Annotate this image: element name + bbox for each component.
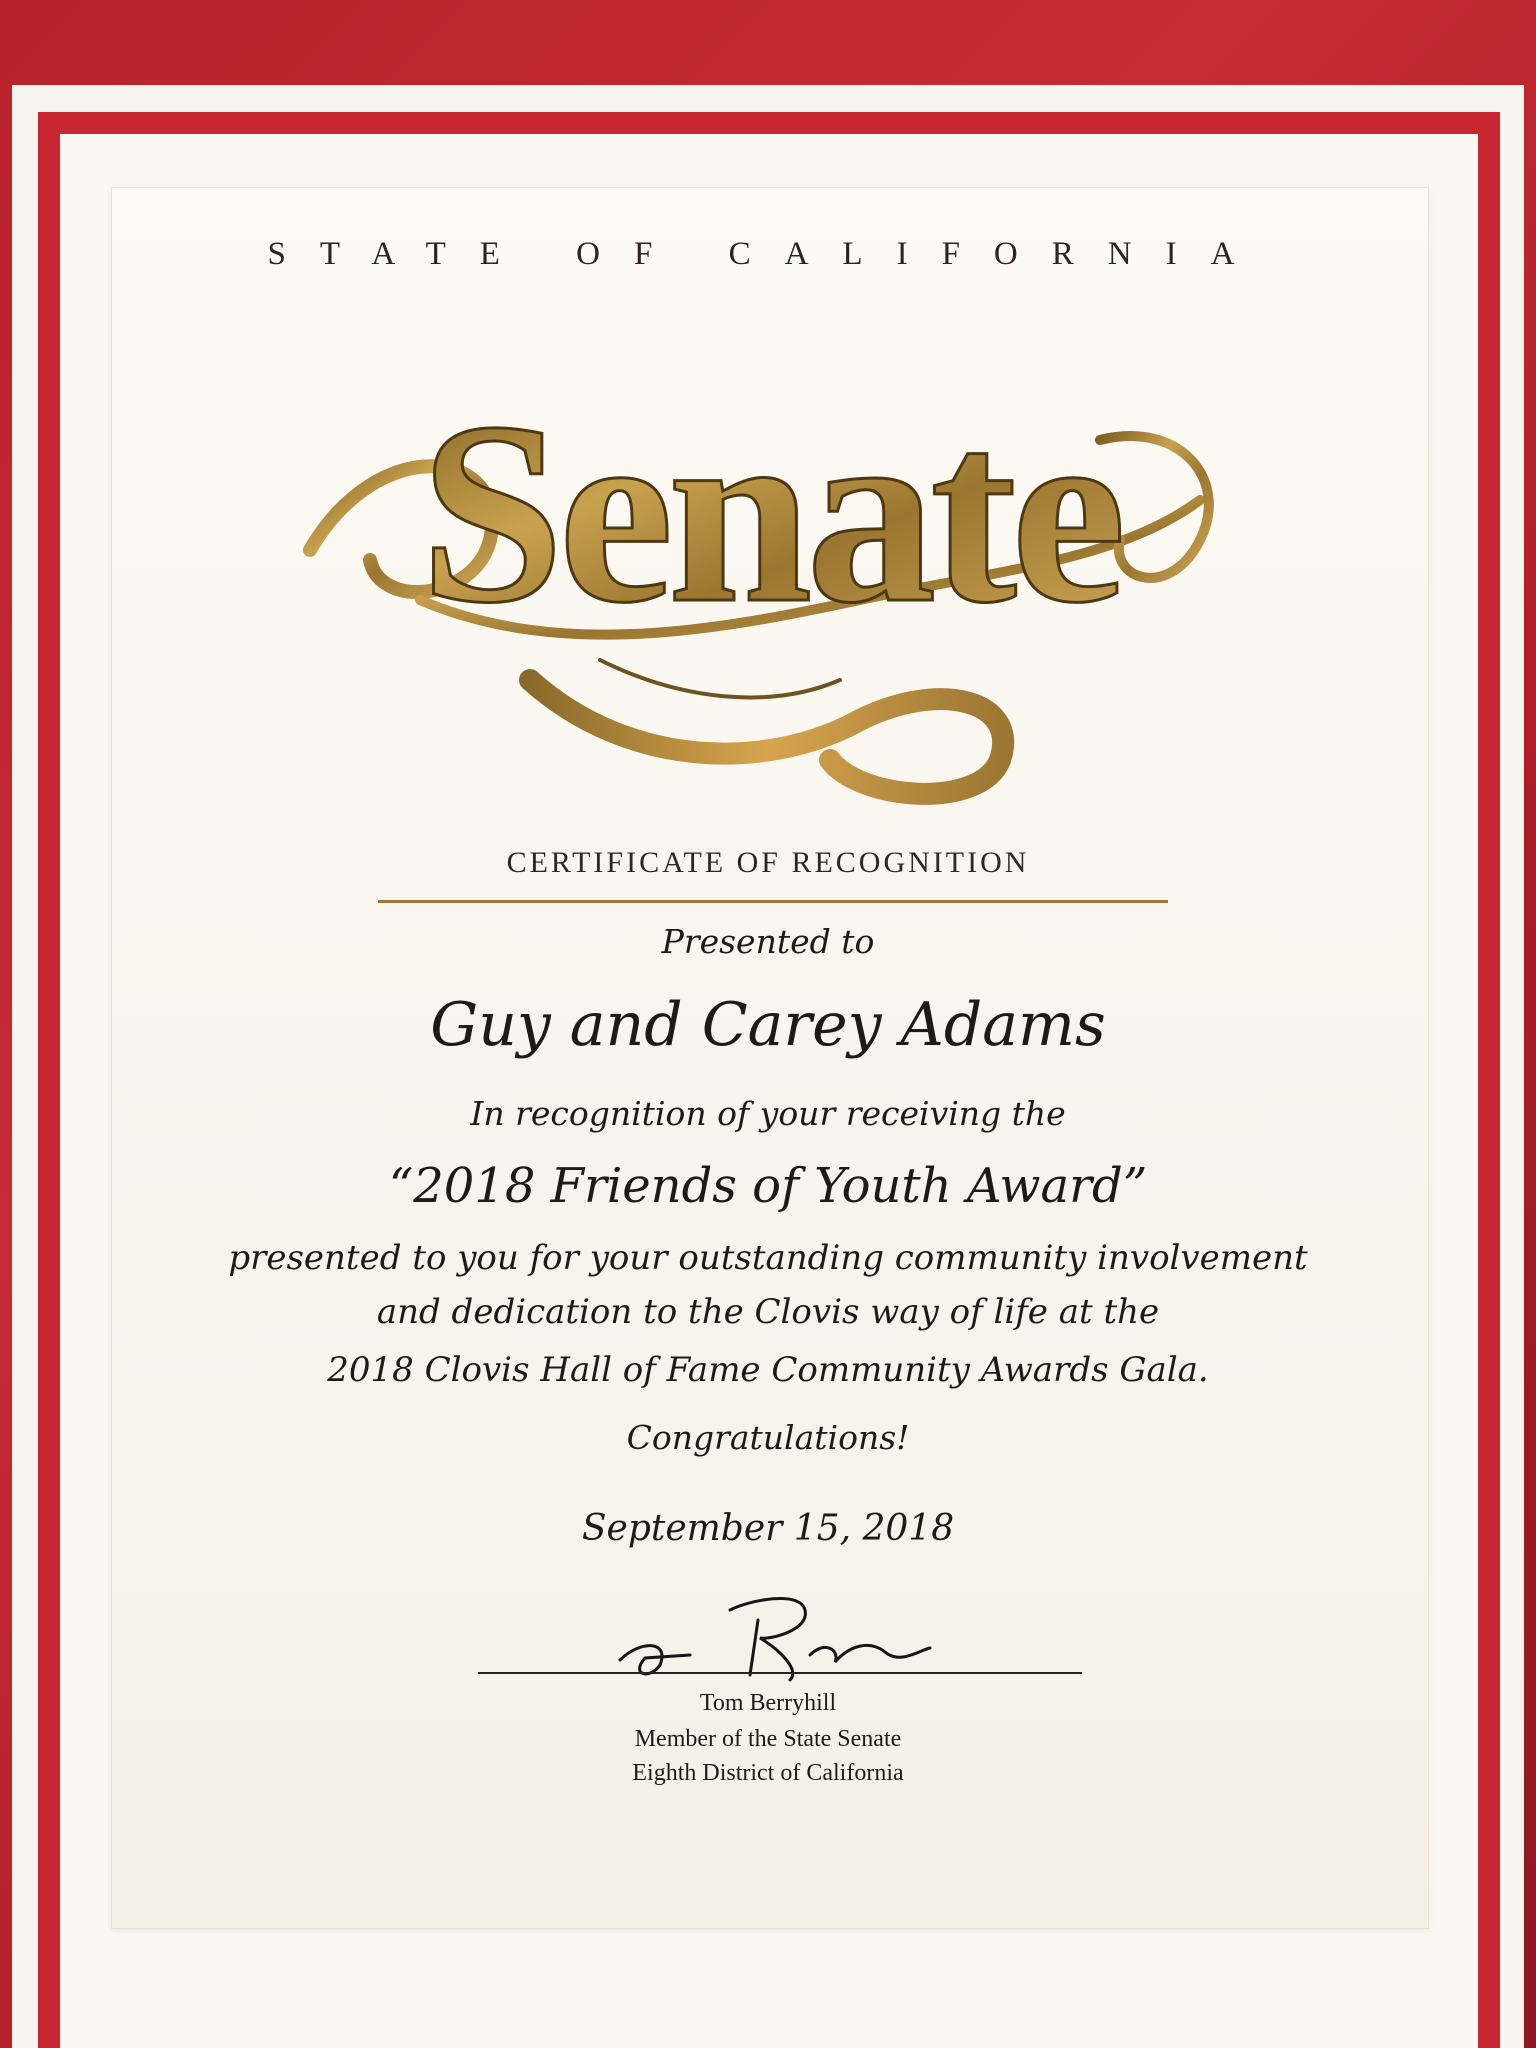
presented-to-label: Presented to (661, 922, 875, 961)
senate-logo-word: Senate (419, 369, 1121, 657)
title-underline (378, 900, 1168, 903)
certificate-date: September 15, 2018 (581, 1508, 955, 1549)
body-line-2: and dedication to the Clovis way of life at the (376, 1292, 1160, 1332)
signer-name: Tom Berryhill (699, 1690, 837, 1716)
body-line-3: 2018 Clovis Hall of Fame Community Awards Gala. (327, 1350, 1209, 1390)
body-line-1: presented to you for your outstanding community involvement (228, 1238, 1308, 1278)
award-name: “2018 Friends of Youth Award” (388, 1158, 1148, 1214)
signature-line (478, 1672, 1082, 1674)
signer-district: Eighth District of California (632, 1760, 904, 1786)
signer-title: Member of the State Senate (634, 1726, 902, 1752)
recipient-name: Guy and Carey Adams (430, 990, 1106, 1060)
state-heading: STATE OF CALIFORNIA (267, 236, 1269, 272)
certificate-title: CERTIFICATE OF RECOGNITION (506, 846, 1030, 879)
senate-logo (300, 300, 1240, 820)
recognition-line: In recognition of your receiving the (470, 1094, 1066, 1133)
congratulations-text: Congratulations! (626, 1418, 910, 1457)
